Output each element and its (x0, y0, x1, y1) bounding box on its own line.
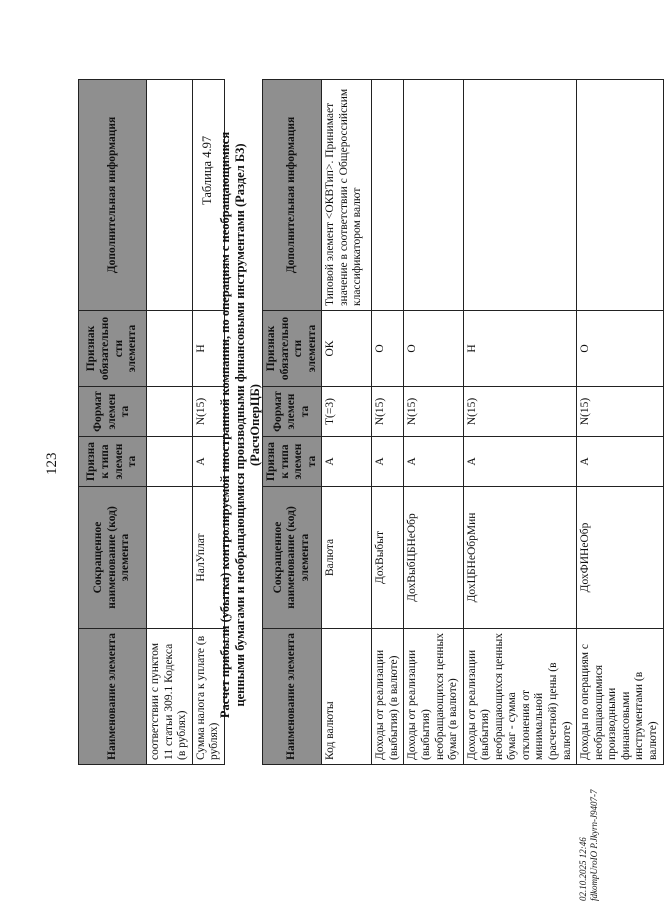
table-row (322, 80, 372, 765)
cell-code: ДохФИНеОбр (577, 487, 663, 629)
cell-type: А (372, 437, 404, 487)
cell-info: Типовой элемент <ОКВТип>. Принимает значение в соответствии с Общероссийским классификатором валют (322, 80, 372, 311)
table-row (372, 80, 404, 765)
col-info-header: Дополнительная информация (79, 80, 147, 311)
cell-name: соответствии с пунктом 11 статьи 309.1 Кодекса (в рублях) (147, 629, 193, 765)
col-name-header: Наименование элемента (79, 629, 147, 765)
cell-format: T(=3) (322, 387, 372, 437)
col-format-header: Формат элемента (263, 387, 322, 437)
cell-required: ОК (322, 311, 372, 387)
cell-info (463, 80, 577, 311)
cell-info (372, 80, 404, 311)
table-caption: Расчет прибыли (убытка) контролируемой иностранной компании, по операциям с необращающимися ценными бумагами и необращающимися производными финансовыми инструментами (Раздел Б3) (РасчОперЦБ) (218, 131, 262, 719)
cell-code: ДохВыбыт (372, 487, 404, 629)
cell-required: О (577, 311, 663, 387)
cell-type: А (192, 437, 224, 487)
cell-type: А (322, 437, 372, 487)
cell-name: Доходы от реализации (выбытия) (в валюте) (372, 629, 404, 765)
table-row (577, 80, 663, 765)
col-type-header: Признак типа элемента (263, 437, 322, 487)
footer-date: 02.10.2025 12:46 (578, 837, 588, 901)
page-number: 123 (44, 452, 60, 475)
footer-code: fdkompUroIO P.Jkyrn-J9407-7 (588, 789, 599, 901)
table-row (463, 80, 577, 765)
cell-format: N(15) (404, 387, 463, 437)
cell-format (147, 387, 193, 437)
cell-info (404, 80, 463, 311)
cell-code (147, 487, 193, 629)
cell-code: НалУплат (192, 487, 224, 629)
col-code-header: Сокращенное наименование (код) элемента (79, 487, 147, 629)
table-number: Таблица 4.97 (200, 135, 214, 205)
col-required-header: Признак обязательности элемента (263, 311, 322, 387)
cell-required: О (372, 311, 404, 387)
cell-name: Сумма налога к уплате (в рублях) (192, 629, 224, 765)
col-type-header: Признак типа элемента (79, 437, 147, 487)
cell-name: Доходы по операциям с необращающимися производными финансовыми инструментами (в валюте) (577, 629, 663, 765)
cell-type: А (404, 437, 463, 487)
table2-header (263, 80, 322, 765)
table1-header (79, 80, 147, 765)
cell-type: А (463, 437, 577, 487)
cell-type (147, 437, 193, 487)
cell-format: N(15) (463, 387, 577, 437)
table-row (404, 80, 463, 765)
cell-info (147, 80, 193, 311)
cell-required (147, 311, 193, 387)
cell-name: Код валюты (322, 629, 372, 765)
col-required-header: Признак обязательности элемента (79, 311, 147, 387)
table-4-97 (262, 79, 664, 765)
cell-type: А (577, 437, 663, 487)
col-format-header: Формат элемента (79, 387, 147, 437)
cell-required: Н (463, 311, 577, 387)
cell-name: Доходы от реализации (выбытия) необращающихся ценных бумаг (в валюте) (404, 629, 463, 765)
cell-code: ДохВыбЦБНеОбр (404, 487, 463, 629)
cell-code: ДохЦБНеОбрМин (463, 487, 577, 629)
footer-stamp (578, 790, 600, 901)
cell-format: N(15) (372, 387, 404, 437)
cell-format: N(15) (192, 387, 224, 437)
col-info-header: Дополнительная информация (263, 80, 322, 311)
cell-code: Валюта (322, 487, 372, 629)
cell-format: N(15) (577, 387, 663, 437)
table-row (147, 80, 193, 765)
cell-required: О (404, 311, 463, 387)
col-name-header: Наименование элемента (263, 629, 322, 765)
cell-name: Доходы от реализации (выбытия) необращающихся ценных бумаг - сумма отклонения от минимальной (расчетной) цены (в валюте) (463, 629, 577, 765)
col-code-header: Сокращенное наименование (код) элемента (263, 487, 322, 629)
cell-info (577, 80, 663, 311)
cell-required: Н (192, 311, 224, 387)
